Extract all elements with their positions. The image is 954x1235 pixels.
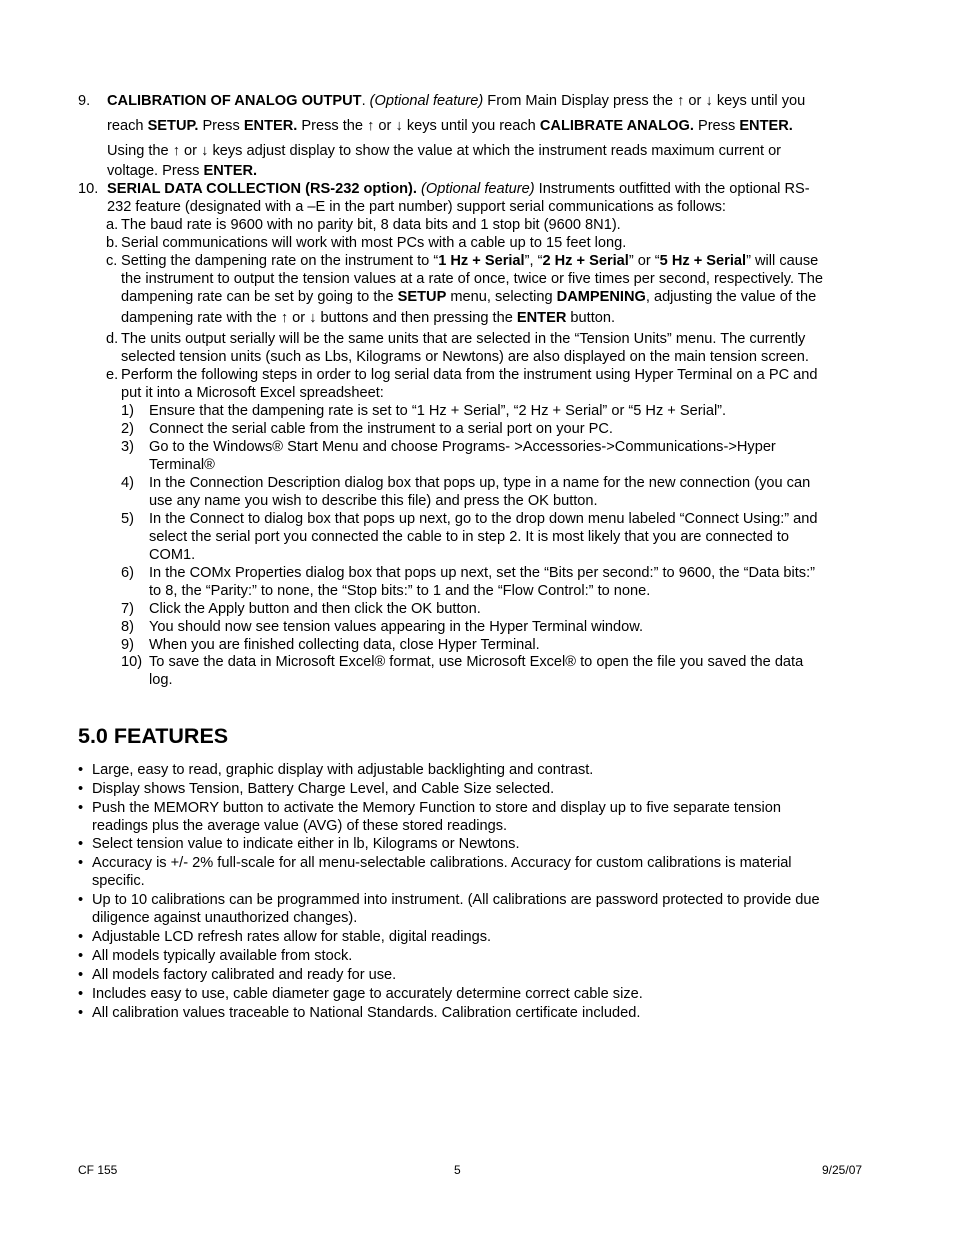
item-9-line-4: voltage. Press ENTER. [107,163,258,179]
item-10-number: 10. [78,181,99,197]
item-9-title: CALIBRATION OF ANALOG OUTPUT [107,93,362,109]
footer-page-number: 5 [454,1163,461,1177]
bullet-icon: • [78,855,84,871]
bullet-icon: • [78,781,84,797]
bullet-icon: • [78,1005,84,1021]
item-9-line-3: Using the ↑ or ↓ keys adjust display to show the value at which the instrument reads maximum current or [107,143,782,159]
item-9-line-1: CALIBRATION OF ANALOG OUTPUT. (Optional feature) From Main Display press the ↑ or ↓ keys until you [107,93,806,109]
bullet-icon: • [78,967,84,983]
bullet-icon: • [78,986,84,1002]
bullet-icon: • [78,892,84,908]
item-10-line-1: SERIAL DATA COLLECTION (RS-232 option). (Optional feature) Instruments outfitted with the optional RS- [107,181,810,197]
footer-doc-id: CF 155 [78,1163,118,1177]
bullet-icon: • [78,929,84,945]
features-heading: 5.0 FEATURES [78,724,229,748]
item-10-title: SERIAL DATA COLLECTION (RS-232 option). [107,181,417,197]
bullet-icon: • [78,836,84,852]
item-9-line-2: reach SETUP. Press ENTER. Press the ↑ or ↓ keys until you reach CALIBRATE ANALOG. Press ENTER. [107,118,793,134]
item-10-optional: (Optional feature) [421,181,535,197]
item-9-optional: (Optional feature) [369,93,484,109]
footer-date: 9/25/07 [822,1163,863,1177]
document-page: 9. CALIBRATION OF ANALOG OUTPUT. (Optional feature) From Main Display press the ↑ or ↓ keys until you reach SETUP. Press ENTER. Press the ↑ or ↓ keys until you reach CALIBRATE ANALOG. Press ENTER. Using the ↑ or ↓ keys adjust display to show the value at which the instrument reads maximum current or voltage. Press ENTER. 10. SERIAL DATA COLLECTION (RS-232 option). (Optional feature) Instruments outfitted with the optional RS- 232 feature (designated with a –E in the part number) support serial communications as follows: a. The baud rate is 9600 with no parity bit, 8 data bits and 1 stop bit (9600 8N1). b. Serial communications will work with most PCs with a cable up to 15 feet long. c. Setting the dampening rate on the instrument to “1 Hz + Serial”, “2 Hz + Serial” or “5 Hz + Serial” will cause the instrument to output the tension values at a rate of once, twice or five times per second, respectively. The dampening rate can be set by going to the SETUP menu, selecting DAMPENING, adjusting the value of the dampening rate with the ↑ or ↓ buttons and then pressing the ENTER button. d. The units output serially will be the same units that are selected in the “Tension Units” menu. The currently selected tension units (such as Lbs, Kilograms or Newtons) are also displayed on the main tension screen. e. Perform the following steps in order to log serial data from the instrument using Hyper Terminal on a PC and put it into a Microsoft Excel spreadsheet: 1) Ensure that the dampening rate is set to “1 Hz + Serial”, “2 Hz + Serial” or “5 Hz + Serial”. 2) Connect the serial cable from the instrument to a serial port on your PC. 3) Go to the Windows® Start Menu and choose Programs- >Accessories->Communications->Hyper Terminal® 4) In the Connection Description dialog box that pops up, type in a name for the new connection (you can use any name you wish to describe this file) and press the OK button. 5) In the Connect to dialog box that pops up next, go to the drop down menu labeled “Connect Using:” and select the serial port you connected the cable to in step 2. It is most likely that you are connected to COM1. 6) In the COMx Properties dialog box that pops up next, set the “Bits per second:” to 9600, the “Data bits:” to 8, the “Parity:” to none, the “Stop bits:” to 1 and the “Flow Control:” to none. 7) Click the Apply button and then click the OK button. 8) You should now see tension values appearing in the Hyper Terminal window. 9) When you are finished collecting data, close Hyper Terminal. 10) To save the data in Microsoft Excel® format, use Microsoft Excel® to open the file you saved the data log. 5.0 FEATURES • Large, easy to read, graphic display with adjustable backlighting and contrast. • Display shows Tension, Battery Charge Level, and Cable Size selected. • Push the MEMORY button to activate the Memory Function to store and display up to five separate tension readings plus the average value (AVG) of these stored readings. • Select tension value to indicate either in lb, Kilograms or Newtons. • Accuracy is +/- 2% full-scale for all menu-selectable calibrations. Accuracy for custom calibrations is material specific. • Up to 10 calibrations can be programmed into instrument. (All calibrations are password protected to provide due diligence against unauthorized changes). • Adjustable LCD refresh rates allow for stable, digital readings. • All models typically available from stock. • All models factory calibrated and ready for use. • Includes easy to use, cable diameter gage to accurately determine correct cable size. • All calibration values traceable to National Standards. Calibration certificate included. CF 155 5 9/25/07 [78,93,863,1177]
bullet-icon: • [78,948,84,964]
item-9-number: 9. [78,93,91,109]
item-10-line-2: 232 feature (designated with a –E in the part number) support serial communications as follows: [107,199,726,215]
bullet-icon: • [78,800,84,816]
bullet-icon: • [78,762,84,778]
